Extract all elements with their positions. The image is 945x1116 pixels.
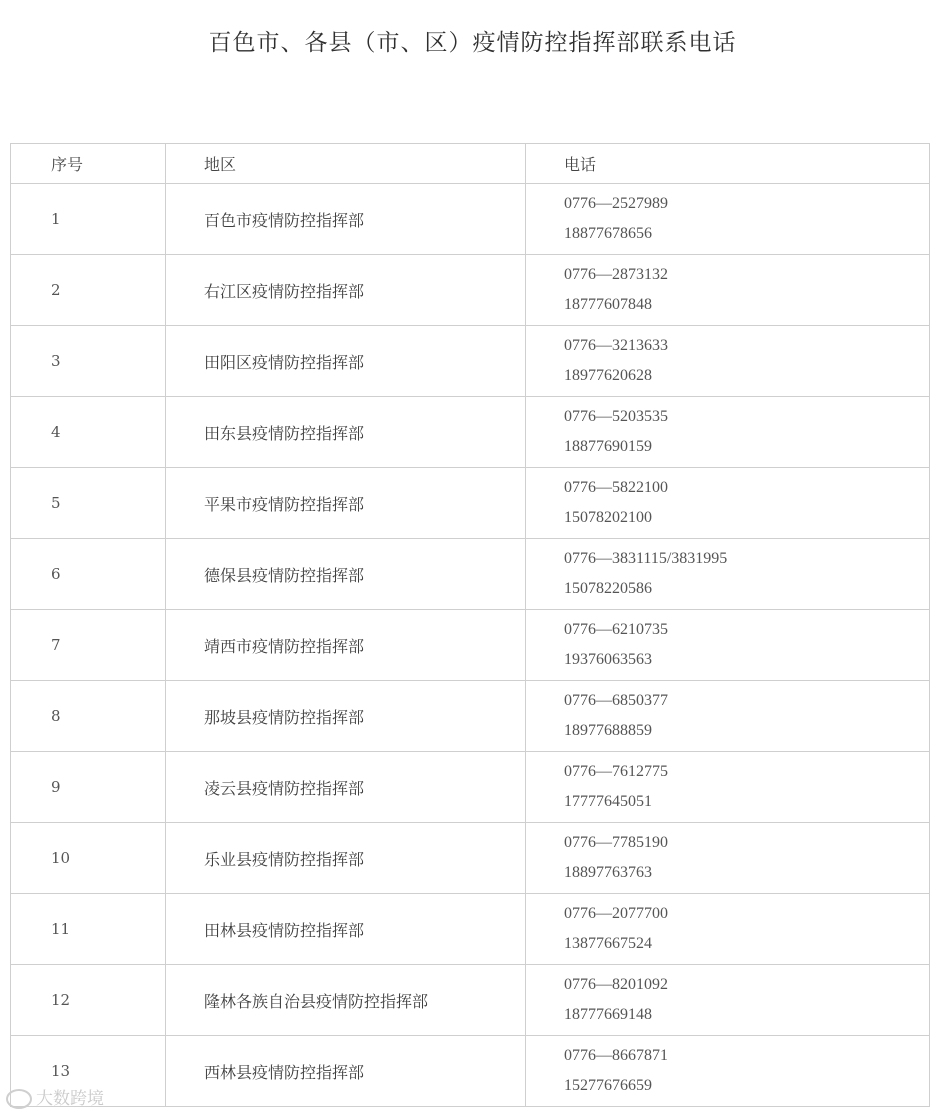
watermark-text: 大数跨境 bbox=[36, 1089, 104, 1109]
row-number: 11 bbox=[11, 894, 166, 965]
mobile-number: 15277676659 bbox=[564, 1077, 652, 1094]
phone-cell bbox=[526, 894, 930, 965]
landline-number: 0776—6850377 bbox=[564, 692, 668, 709]
contact-table bbox=[10, 143, 930, 1107]
row-number: 1 bbox=[11, 184, 166, 255]
landline-number: 0776—3831115/3831995 bbox=[564, 550, 728, 567]
region-name: 平果市疫情防控指挥部 bbox=[166, 468, 526, 539]
landline-number: 0776—2873132 bbox=[564, 266, 668, 283]
region-name: 田阳区疫情防控指挥部 bbox=[166, 326, 526, 397]
table-row bbox=[11, 610, 930, 681]
table-row bbox=[11, 326, 930, 397]
mobile-number: 18977620628 bbox=[564, 367, 652, 384]
region-name: 乐业县疫情防控指挥部 bbox=[166, 823, 526, 894]
landline-number: 0776—8201092 bbox=[564, 976, 668, 993]
region-name: 那坡县疫情防控指挥部 bbox=[166, 681, 526, 752]
document-title: 百色市、各县（市、区）疫情防控指挥部联系电话 bbox=[208, 30, 737, 56]
header-region: 地区 bbox=[166, 144, 526, 184]
landline-number: 0776—5203535 bbox=[564, 408, 668, 425]
table-row bbox=[11, 255, 930, 326]
mobile-number: 18877678656 bbox=[564, 225, 652, 242]
header-number: 序号 bbox=[11, 144, 166, 184]
table-row bbox=[11, 539, 930, 610]
row-number: 12 bbox=[11, 965, 166, 1036]
phone-cell bbox=[526, 965, 930, 1036]
mobile-number: 17777645051 bbox=[564, 793, 652, 810]
region-name: 凌云县疫情防控指挥部 bbox=[166, 752, 526, 823]
region-name: 田林县疫情防控指挥部 bbox=[166, 894, 526, 965]
header-phone: 电话 bbox=[526, 144, 930, 184]
landline-number: 0776—7785190 bbox=[564, 834, 668, 851]
phone-cell bbox=[526, 539, 930, 610]
row-number: 8 bbox=[11, 681, 166, 752]
region-name: 田东县疫情防控指挥部 bbox=[166, 397, 526, 468]
mobile-number: 19376063563 bbox=[564, 651, 652, 668]
table-header-row bbox=[11, 144, 930, 184]
table-row bbox=[11, 397, 930, 468]
region-name: 西林县疫情防控指挥部 bbox=[166, 1036, 526, 1107]
landline-number: 0776—2077700 bbox=[564, 905, 668, 922]
phone-cell bbox=[526, 1036, 930, 1107]
phone-cell bbox=[526, 823, 930, 894]
table-row bbox=[11, 894, 930, 965]
mobile-number: 18977688859 bbox=[564, 722, 652, 739]
row-number: 5 bbox=[11, 468, 166, 539]
landline-number: 0776—5822100 bbox=[564, 479, 668, 496]
row-number: 3 bbox=[11, 326, 166, 397]
row-number: 13 bbox=[11, 1036, 166, 1107]
row-number: 2 bbox=[11, 255, 166, 326]
table-row bbox=[11, 823, 930, 894]
landline-number: 0776—6210735 bbox=[564, 621, 668, 638]
mobile-number: 18897763763 bbox=[564, 864, 652, 881]
phone-cell bbox=[526, 397, 930, 468]
region-name: 德保县疫情防控指挥部 bbox=[166, 539, 526, 610]
phone-cell bbox=[526, 752, 930, 823]
landline-number: 0776—2527989 bbox=[564, 195, 668, 212]
mobile-number: 18777607848 bbox=[564, 296, 652, 313]
phone-cell bbox=[526, 681, 930, 752]
table-row bbox=[11, 965, 930, 1036]
mobile-number: 13877667524 bbox=[564, 935, 652, 952]
table-row bbox=[11, 468, 930, 539]
landline-number: 0776—7612775 bbox=[564, 763, 668, 780]
region-name: 靖西市疫情防控指挥部 bbox=[166, 610, 526, 681]
phone-cell bbox=[526, 255, 930, 326]
row-number: 6 bbox=[11, 539, 166, 610]
phone-cell bbox=[526, 610, 930, 681]
table-row bbox=[11, 1036, 930, 1107]
region-name: 百色市疫情防控指挥部 bbox=[166, 184, 526, 255]
mobile-number: 15078202100 bbox=[564, 509, 652, 526]
landline-number: 0776—8667871 bbox=[564, 1047, 668, 1064]
phone-cell bbox=[526, 468, 930, 539]
row-number: 9 bbox=[11, 752, 166, 823]
region-name: 右江区疫情防控指挥部 bbox=[166, 255, 526, 326]
table-row bbox=[11, 184, 930, 255]
watermark bbox=[6, 1084, 104, 1109]
row-number: 10 bbox=[11, 823, 166, 894]
region-name: 隆林各族自治县疫情防控指挥部 bbox=[166, 965, 526, 1036]
watermark-logo-icon bbox=[6, 1089, 32, 1109]
phone-cell bbox=[526, 326, 930, 397]
row-number: 7 bbox=[11, 610, 166, 681]
mobile-number: 18777669148 bbox=[564, 1006, 652, 1023]
phone-cell bbox=[526, 184, 930, 255]
mobile-number: 15078220586 bbox=[564, 580, 652, 597]
mobile-number: 18877690159 bbox=[564, 438, 652, 455]
table-row bbox=[11, 681, 930, 752]
landline-number: 0776—3213633 bbox=[564, 337, 668, 354]
table-row bbox=[11, 752, 930, 823]
row-number: 4 bbox=[11, 397, 166, 468]
